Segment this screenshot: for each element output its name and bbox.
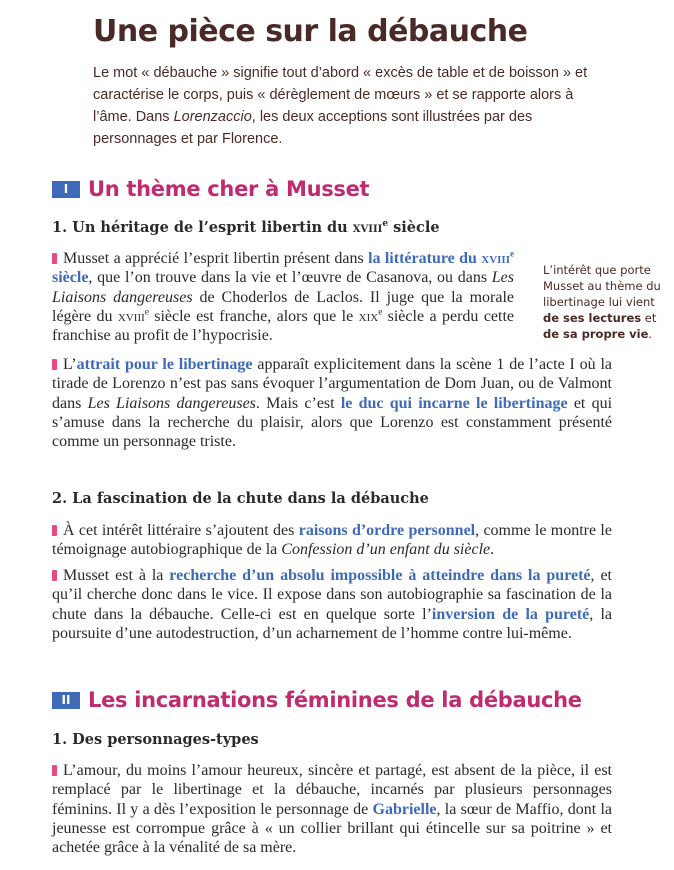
subsection-1-1-title: 1. Un héritage de l’esprit libertin du xviii$^e$ siècle xyxy=(52,219,440,236)
paragraph-1-2-b: Musset est à la recherche d’un absolu impossible à atteindre dans la pureté, et qu’il cherche donc dans le vice. Il expose dans son autobiographie sa fascination de la chute dans la débauche. Celle-ci est en quelque sorte l’inversion de la pureté, la poursuite d’une autodestruction, d’un acharnement de l’homme contre lui-même. xyxy=(52,567,613,642)
bullet-marker xyxy=(52,253,57,264)
section-1-title: Un thème cher à Musset xyxy=(88,177,370,201)
margin-note: L’intérêt que porte Musset au thème du libertinage lui vient de ses lectures et de sa propre vie. xyxy=(543,263,661,341)
paragraph-1-1-b: L’attrait pour le libertinage apparaît explicitement dans la scène 1 de l’acte I où la tirade de Lorenzo n’est pas sans évoquer l’argumentation de Dom Juan, ou de Valmont dans Les Liaisons dangereuses. Mais c’est le duc qui incarne le libertinage et qui s’amuse dans la recherche du plaisir, alors que Lorenzo est constamment présenté comme un personnage triste. xyxy=(52,356,613,451)
bullet-marker xyxy=(52,570,57,581)
paragraph-1-2-a: À cet intérêt littéraire s’ajoutent des raisons d’ordre personnel, comme le montre le témoignage autobiographique de la Confession d’un enfant du siècle. xyxy=(52,522,612,559)
highlight-term: la littérature du xviii$^e$ siècle xyxy=(52,248,514,287)
highlight-term: Gabrielle xyxy=(372,800,437,818)
bullet-marker xyxy=(52,359,57,370)
section-1-heading xyxy=(52,177,369,201)
highlight-term: attrait pour le libertinage xyxy=(76,356,253,373)
page-title: Une pièce sur la débauche xyxy=(93,14,528,49)
section-2-heading xyxy=(52,688,582,712)
intro-paragraph: Le mot « débauche » signifie tout d’abord « excès de table et de boisson » et caractérise le corps, puis « dérèglement de mœurs » et se rapporte alors à l’âme. Dans Lorenzaccio, les deux acceptions sont illustrées par des personnages et par Florence. xyxy=(93,65,588,147)
intro-emphasis: Lorenzaccio xyxy=(173,109,252,125)
section-2-number: II xyxy=(52,692,80,709)
highlight-term: inversion de la pureté xyxy=(431,605,590,623)
highlight-term: recherche d’un absolu impossible à atteindre dans la pureté xyxy=(169,567,591,584)
section-2-title: Les incarnations féminines de la débauche xyxy=(88,688,582,712)
bullet-marker xyxy=(52,765,57,776)
subsection-2-1-title: 1. Des personnages-types xyxy=(52,731,259,748)
bullet-marker xyxy=(52,525,57,536)
subsection-1-2-title: 2. La fascination de la chute dans la débauche xyxy=(52,490,429,507)
paragraph-2-1-a: L’amour, du moins l’amour heureux, sincère et partagé, est absent de la pièce, il est remplacé par le libertinage et la débauche, incarnés par plusieurs personnages féminins. Il y a dès l’exposition le personnage de Gabrielle, la sœur de Maffio, dont la jeunesse est corrompue grâce à « un collier brillant qui étincelle sur sa poitrine » et achetée grâce à la vénalité de sa mère. xyxy=(52,762,612,857)
section-1-number: I xyxy=(52,181,80,198)
highlight-term: le duc qui incarne le libertinage xyxy=(340,394,568,412)
paragraph-1-1-a: Musset a apprécié l’esprit libertin présent dans la littérature du xviii$^e$ siècle, que l’on trouve dans la vie et l’œuvre de Casanova, ou dans Les Liaisons dangereuses de Choderlos de Laclos. Il juge que la morale légère du xviii$^e$ siècle est franche, alors que le xix$^e$ siècle a perdu cette franchise au profit de l’hypocrisie. xyxy=(52,248,515,345)
highlight-term: raisons d’ordre personnel xyxy=(298,522,476,539)
